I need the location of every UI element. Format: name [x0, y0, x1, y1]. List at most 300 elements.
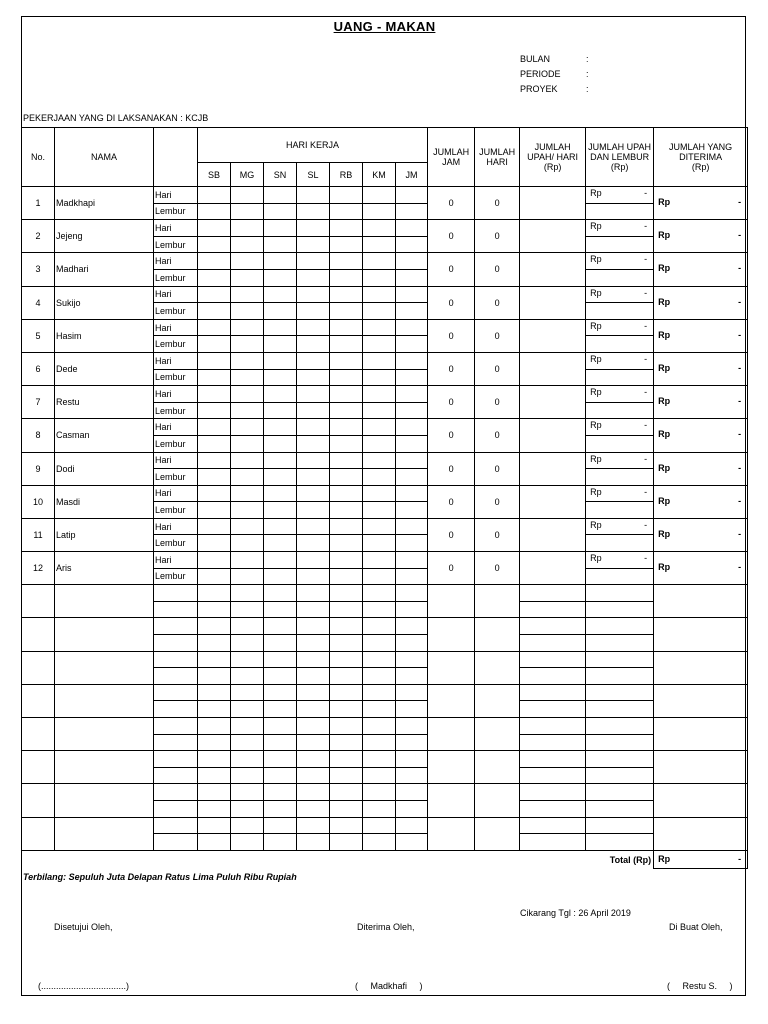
- day-cell: [198, 419, 231, 436]
- day-cell: [363, 402, 396, 419]
- made-label: Di Buat Oleh,: [669, 922, 723, 932]
- day-cell: [396, 220, 428, 237]
- dash-value: -: [738, 495, 742, 506]
- day-cell: [330, 834, 363, 851]
- day-cell: [297, 269, 330, 286]
- day-cell: [231, 485, 264, 502]
- day-cell: [330, 236, 363, 253]
- day-cell: [297, 236, 330, 253]
- upah-lembur-blank: [586, 236, 654, 253]
- day-cell: [297, 601, 330, 618]
- day-cell: [231, 834, 264, 851]
- day-cell: [363, 701, 396, 718]
- day-cell: [264, 386, 297, 403]
- day-cell: [198, 336, 231, 353]
- day-cell: [264, 817, 297, 834]
- empty-sub: [154, 784, 198, 801]
- day-cell: [297, 734, 330, 751]
- day-cell: [264, 236, 297, 253]
- worker-no: 6: [22, 352, 55, 385]
- empty-upah-hari: [520, 784, 586, 801]
- worker-name: Madkhapi: [55, 187, 154, 220]
- day-cell: [363, 386, 396, 403]
- dash-value: -: [644, 453, 648, 464]
- day-cell: [198, 668, 231, 685]
- day-cell: [231, 502, 264, 519]
- day-cell: [231, 651, 264, 668]
- day-cell: [231, 236, 264, 253]
- day-cell: [297, 419, 330, 436]
- day-cell: [330, 187, 363, 204]
- day-cell: [297, 668, 330, 685]
- upah-lembur-blank: [586, 303, 654, 320]
- day-cell: [396, 369, 428, 386]
- day-cell: [396, 319, 428, 336]
- day-cell: [363, 767, 396, 784]
- worker-no: 7: [22, 386, 55, 419]
- day-cell: [297, 319, 330, 336]
- hari-label: Hari: [154, 319, 198, 336]
- empty-upah-lembur: [586, 651, 654, 668]
- empty-no: [22, 651, 55, 684]
- hari-label: Hari: [154, 352, 198, 369]
- day-cell: [396, 469, 428, 486]
- day-cell: [231, 386, 264, 403]
- empty-sub: [154, 618, 198, 635]
- day-cell: [264, 834, 297, 851]
- diterima-cell: [654, 552, 748, 585]
- day-cell: [231, 220, 264, 237]
- empty-upah-lembur: [586, 585, 654, 602]
- worker-no: 10: [22, 485, 55, 518]
- day-cell: [231, 585, 264, 602]
- day-cell: [264, 734, 297, 751]
- day-cell: [264, 502, 297, 519]
- empty-upah-lembur: [586, 767, 654, 784]
- day-cell: [231, 419, 264, 436]
- day-cell: [231, 402, 264, 419]
- empty-upah-lembur: [586, 601, 654, 618]
- day-cell: [231, 784, 264, 801]
- upah-lembur-cell: [586, 352, 654, 369]
- header-hari-kerja: HARI KERJA: [198, 128, 428, 163]
- day-cell: [297, 784, 330, 801]
- total-value-cell: [654, 850, 748, 868]
- lembur-label: Lembur: [154, 535, 198, 552]
- upah-lembur-blank: [586, 469, 654, 486]
- day-cell: [363, 568, 396, 585]
- day-cell: [231, 668, 264, 685]
- dash-value: -: [738, 230, 742, 241]
- day-cell: [231, 269, 264, 286]
- empty-no: [22, 751, 55, 784]
- jumlah-hari-value: 0: [475, 485, 520, 518]
- diterima-cell: [654, 220, 748, 253]
- worker-name: Latip: [55, 518, 154, 551]
- worker-name: Aris: [55, 552, 154, 585]
- day-cell: [231, 552, 264, 569]
- empty-upah-hari: [520, 585, 586, 602]
- empty-name: [55, 618, 154, 651]
- bulan-colon: :: [586, 54, 589, 64]
- day-cell: [231, 435, 264, 452]
- date-line: Cikarang Tgl : 26 April 2019: [520, 908, 631, 918]
- lembur-label: Lembur: [154, 402, 198, 419]
- currency-label: Rp: [658, 429, 671, 440]
- day-cell: [231, 452, 264, 469]
- empty-hari: [475, 751, 520, 784]
- upah-lembur-blank: [586, 435, 654, 452]
- diterima-cell: [654, 187, 748, 220]
- day-cell: [198, 402, 231, 419]
- empty-jam: [428, 817, 475, 850]
- day-cell: [231, 286, 264, 303]
- day-cell: [264, 585, 297, 602]
- day-cell: [297, 253, 330, 270]
- day-cell: [330, 452, 363, 469]
- day-cell: [264, 269, 297, 286]
- day-cell: [396, 585, 428, 602]
- day-cell: [330, 502, 363, 519]
- jumlah-hari-value: 0: [475, 220, 520, 253]
- upah-hari-cell: [520, 452, 586, 485]
- currency-label: Rp: [590, 320, 602, 331]
- day-cell: [363, 286, 396, 303]
- day-cell: [264, 435, 297, 452]
- day-cell: [231, 618, 264, 635]
- diterima-cell: [654, 419, 748, 452]
- total-label: Total (Rp): [22, 850, 654, 868]
- currency-label: Rp: [590, 353, 602, 364]
- empty-upah-lembur: [586, 635, 654, 652]
- day-cell: [396, 618, 428, 635]
- day-cell: [231, 800, 264, 817]
- lembur-label: Lembur: [154, 269, 198, 286]
- day-cell: [396, 668, 428, 685]
- currency-label: Rp: [590, 519, 602, 530]
- empty-sub: [154, 635, 198, 652]
- day-cell: [231, 568, 264, 585]
- day-cell: [330, 303, 363, 320]
- worker-row: [22, 352, 748, 369]
- empty-upah-hari: [520, 684, 586, 701]
- day-cell: [198, 286, 231, 303]
- empty-hari: [475, 618, 520, 651]
- worker-name: Dede: [55, 352, 154, 385]
- day-cell: [264, 800, 297, 817]
- day-cell: [330, 518, 363, 535]
- day-cell: [396, 386, 428, 403]
- day-cell: [297, 303, 330, 320]
- currency-label: Rp: [658, 396, 671, 407]
- empty-diterima: [654, 751, 748, 784]
- day-cell: [297, 435, 330, 452]
- currency-label: Rp: [658, 197, 671, 207]
- empty-upah-lembur: [586, 817, 654, 834]
- worker-name: Jejeng: [55, 220, 154, 253]
- empty-sub: [154, 800, 198, 817]
- day-cell: [396, 734, 428, 751]
- day-header: SB: [198, 163, 231, 187]
- currency-label: Rp: [590, 486, 602, 497]
- empty-upah-hari: [520, 734, 586, 751]
- day-cell: [330, 651, 363, 668]
- header-upah-hari: [520, 128, 586, 187]
- empty-upah-hari: [520, 800, 586, 817]
- day-cell: [330, 684, 363, 701]
- empty-upah-lembur: [586, 784, 654, 801]
- empty-row: [22, 585, 748, 602]
- day-cell: [231, 303, 264, 320]
- day-cell: [396, 718, 428, 735]
- day-cell: [264, 220, 297, 237]
- day-cell: [396, 352, 428, 369]
- day-cell: [363, 336, 396, 353]
- worker-row: [22, 485, 748, 502]
- empty-no: [22, 585, 55, 618]
- day-cell: [198, 253, 231, 270]
- jumlah-hari-value: 0: [475, 386, 520, 419]
- header-diterima-text: JUMLAH YANG DITERIMA: [669, 142, 733, 162]
- empty-upah-hari: [520, 834, 586, 851]
- hari-label: Hari: [154, 518, 198, 535]
- worker-no: 11: [22, 518, 55, 551]
- day-cell: [330, 253, 363, 270]
- day-cell: [231, 535, 264, 552]
- made-name: ( Restu S. ): [667, 981, 733, 991]
- empty-hari: [475, 718, 520, 751]
- dash-value: -: [644, 553, 648, 564]
- day-cell: [363, 585, 396, 602]
- day-cell: [198, 303, 231, 320]
- day-cell: [231, 319, 264, 336]
- received-label: Diterima Oleh,: [357, 922, 415, 932]
- day-cell: [396, 684, 428, 701]
- day-cell: [297, 369, 330, 386]
- jumlah-jam-value: 0: [428, 452, 475, 485]
- empty-jam: [428, 751, 475, 784]
- worker-row: [22, 253, 748, 270]
- empty-diterima: [654, 718, 748, 751]
- day-cell: [330, 485, 363, 502]
- day-cell: [396, 751, 428, 768]
- day-cell: [297, 751, 330, 768]
- dash-value: -: [644, 320, 648, 331]
- lembur-label: Lembur: [154, 236, 198, 253]
- worker-row: [22, 386, 748, 403]
- day-cell: [198, 352, 231, 369]
- empty-sub: [154, 817, 198, 834]
- day-cell: [396, 485, 428, 502]
- header-diterima: [654, 128, 748, 187]
- day-cell: [330, 767, 363, 784]
- empty-upah-hari: [520, 601, 586, 618]
- upah-hari-cell: [520, 518, 586, 551]
- day-cell: [264, 751, 297, 768]
- day-cell: [330, 751, 363, 768]
- day-cell: [396, 253, 428, 270]
- day-cell: [330, 386, 363, 403]
- day-cell: [264, 518, 297, 535]
- upah-hari-cell: [520, 552, 586, 585]
- day-cell: [330, 784, 363, 801]
- dash-value: -: [738, 362, 742, 373]
- worker-no: 9: [22, 452, 55, 485]
- worker-no: 2: [22, 220, 55, 253]
- day-cell: [198, 767, 231, 784]
- currency-label: Rp: [590, 188, 602, 198]
- empty-no: [22, 684, 55, 717]
- day-cell: [264, 402, 297, 419]
- jumlah-jam-value: 0: [428, 286, 475, 319]
- empty-sub: [154, 684, 198, 701]
- day-cell: [264, 352, 297, 369]
- lembur-label: Lembur: [154, 203, 198, 220]
- upah-lembur-cell: [586, 286, 654, 303]
- header-no: No.: [22, 128, 55, 187]
- empty-jam: [428, 651, 475, 684]
- empty-sub: [154, 701, 198, 718]
- upah-lembur-blank: [586, 535, 654, 552]
- header-jumlah-hari-text: JUMLAH HARI: [479, 147, 516, 167]
- currency-label: Rp: [658, 462, 671, 473]
- worker-row: [22, 419, 748, 436]
- jumlah-jam-value: 0: [428, 352, 475, 385]
- day-cell: [297, 718, 330, 735]
- day-cell: [330, 618, 363, 635]
- day-cell: [198, 618, 231, 635]
- worker-row: [22, 286, 748, 303]
- empty-row: [22, 651, 748, 668]
- day-cell: [330, 203, 363, 220]
- day-cell: [363, 269, 396, 286]
- day-cell: [264, 253, 297, 270]
- day-cell: [396, 552, 428, 569]
- day-cell: [264, 718, 297, 735]
- day-header: JM: [396, 163, 428, 187]
- diterima-cell: [654, 319, 748, 352]
- day-cell: [264, 618, 297, 635]
- day-cell: [231, 518, 264, 535]
- currency-label: Rp: [658, 329, 671, 340]
- empty-upah-hari: [520, 751, 586, 768]
- day-cell: [330, 585, 363, 602]
- day-cell: [198, 220, 231, 237]
- upah-lembur-cell: [586, 220, 654, 237]
- worker-row: [22, 518, 748, 535]
- header-blank: [154, 128, 198, 187]
- day-cell: [297, 635, 330, 652]
- currency-label: Rp: [658, 362, 671, 373]
- dash-value: -: [738, 329, 742, 340]
- day-cell: [330, 220, 363, 237]
- empty-diterima: [654, 817, 748, 850]
- day-cell: [198, 485, 231, 502]
- day-cell: [198, 784, 231, 801]
- upah-lembur-blank: [586, 269, 654, 286]
- upah-hari-cell: [520, 319, 586, 352]
- currency-label: Rp: [658, 528, 671, 539]
- day-cell: [396, 817, 428, 834]
- empty-jam: [428, 684, 475, 717]
- upah-lembur-blank: [586, 336, 654, 353]
- dash-value: -: [644, 519, 648, 530]
- empty-upah-lembur: [586, 751, 654, 768]
- day-cell: [297, 618, 330, 635]
- empty-sub: [154, 601, 198, 618]
- lembur-label: Lembur: [154, 336, 198, 353]
- day-cell: [396, 435, 428, 452]
- day-cell: [198, 518, 231, 535]
- jumlah-hari-value: 0: [475, 253, 520, 286]
- empty-name: [55, 651, 154, 684]
- header-upah-hari-text: JUMLAH UPAH/ HARI: [527, 142, 579, 162]
- received-name: ( Madkhafi ): [355, 981, 423, 991]
- day-cell: [363, 518, 396, 535]
- empty-sub: [154, 767, 198, 784]
- day-cell: [264, 286, 297, 303]
- empty-no: [22, 618, 55, 651]
- day-cell: [363, 419, 396, 436]
- day-cell: [198, 718, 231, 735]
- document-title: UANG - MAKAN: [333, 19, 436, 34]
- day-cell: [363, 651, 396, 668]
- empty-no: [22, 784, 55, 817]
- empty-upah-hari: [520, 668, 586, 685]
- day-cell: [264, 469, 297, 486]
- jumlah-hari-value: 0: [475, 187, 520, 220]
- day-cell: [363, 469, 396, 486]
- upah-hari-cell: [520, 286, 586, 319]
- header-upah-lembur-unit: (Rp): [610, 162, 629, 172]
- empty-upah-lembur: [586, 701, 654, 718]
- day-cell: [198, 800, 231, 817]
- header-upah-lembur: [586, 128, 654, 187]
- day-cell: [264, 668, 297, 685]
- day-cell: [396, 701, 428, 718]
- empty-upah-hari: [520, 817, 586, 834]
- day-cell: [198, 469, 231, 486]
- day-cell: [198, 734, 231, 751]
- day-cell: [198, 369, 231, 386]
- day-cell: [231, 253, 264, 270]
- dash-value: -: [644, 254, 648, 265]
- upah-hari-cell: [520, 220, 586, 253]
- worker-name: Restu: [55, 386, 154, 419]
- empty-sub: [154, 734, 198, 751]
- day-cell: [264, 319, 297, 336]
- day-cell: [297, 684, 330, 701]
- dash-value: -: [644, 287, 648, 298]
- upah-lembur-blank: [586, 203, 654, 220]
- day-cell: [396, 518, 428, 535]
- upah-lembur-cell: [586, 187, 654, 204]
- empty-sub: [154, 668, 198, 685]
- day-cell: [264, 635, 297, 652]
- currency-label: Rp: [590, 420, 602, 431]
- day-cell: [363, 485, 396, 502]
- total-value: -: [738, 853, 742, 864]
- day-header: SN: [264, 163, 297, 187]
- jumlah-hari-value: 0: [475, 352, 520, 385]
- worker-no: 5: [22, 319, 55, 352]
- worker-row: [22, 187, 748, 204]
- day-cell: [297, 187, 330, 204]
- day-cell: [396, 651, 428, 668]
- upah-lembur-cell: [586, 319, 654, 336]
- jumlah-jam-value: 0: [428, 253, 475, 286]
- day-cell: [297, 452, 330, 469]
